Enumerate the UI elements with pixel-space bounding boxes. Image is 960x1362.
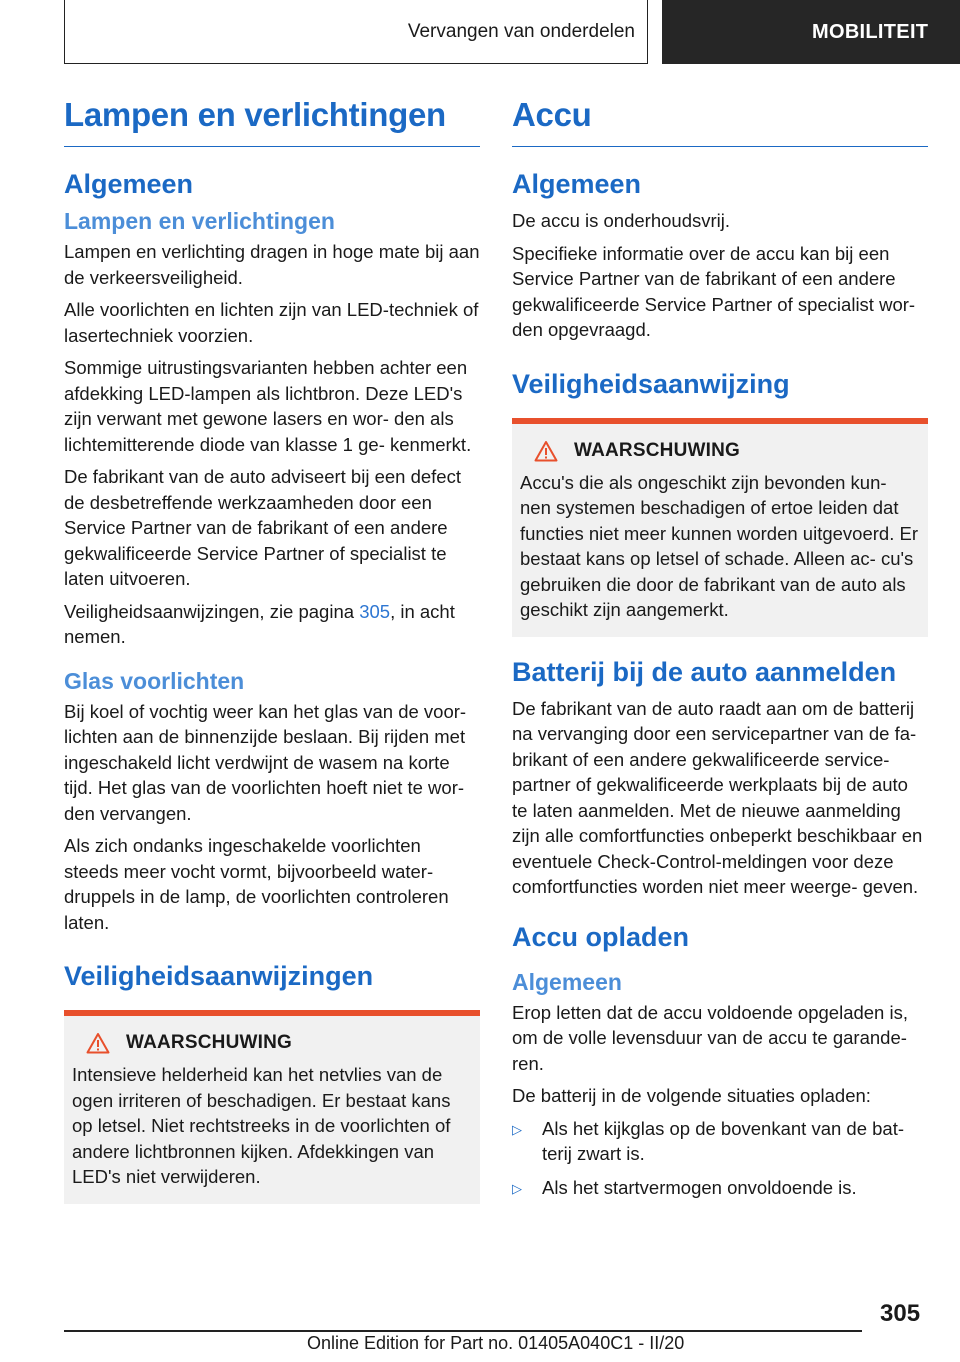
right-column [512,96,928,1209]
list-item: ▷ Als het startvermogen onvoldoende is. [512,1175,928,1202]
warning-text: Accu's die als ongeschikt zijn bevonden kun- nen systemen beschadigen of ertoe leiden dat functies niet meer kunnen worden uitgevoerd. Er bestaat kans op letsel of schade. Alleen ac- cu's gebruiken die door de fabrikant van de auto als geschikt zijn aangemerkt. [520,471,918,620]
list-item: ▷ Als het kijkglas op de bovenkant van de bat- terij zwart is. [512,1116,928,1167]
charge-heading: Accu opladen [512,921,690,952]
page-number: 305 [880,1300,921,1327]
warning-box [512,424,928,637]
lamps-paragraph: Sommige uitrustingsvarianten hebben achter een afdekking LED-lampen als lichtbron. Deze LED's zijn verwant met gewone lasers en wor- den als lichtemitterende diode van klasse 1 ge- kenmerkt. [64,357,472,455]
glass-paragraph: Als zich ondanks ingeschakelde voorlichten steeds meer vocht vormt, bijvoorbeeld water- druppels in de lamp, de voorlichten controleren laten. [64,835,449,933]
lamps-paragraph: Lampen en verlichting dragen in hoge mate bij aan de verkeersveiligheid. [64,241,480,288]
glass-paragraph: Bij koel of vochtig weer kan het glas van de voor- lichten aan de binnenzijde beslaan. Bij rijden met ingeschakeld licht verdwijnt de wasem na korte tijd. Het glas van de voorlichten hoeft niet te wor- den vervangen. [64,700,467,824]
section-title: Vervangen van onderdelen [407,20,635,42]
warning-text: Intensieve helderheid kan het netvlies van de ogen irriteren of beschadigen. Er bestaat kans op letsel. Niet rechtstreeks in de voorlichten of andere lichtbronnen kijken. Afdekkingen van LED's niet verwijderen. [72,1064,451,1187]
warning-triangle-icon [534,440,558,462]
charge-paragraph: Erop letten dat de accu voldoende opgeladen is, om de volle levensduur van de accu te garande- ren. [512,1001,908,1074]
lamps-title: Lampen en verlichtingen [64,96,480,147]
footer-divider [64,1330,862,1332]
battery-safety-heading: Veiligheidsaanwijzing [512,368,790,399]
edition-text: Online Edition for Part no. 01405A040C1 - II/20 [307,1333,685,1353]
lamps-general-heading: Algemeen [64,169,194,199]
warning-title: WAARSCHUWING [126,1032,292,1053]
warning-title: WAARSCHUWING [574,439,740,461]
warning-triangle-icon [86,1032,110,1054]
battery-general-heading: Algemeen [512,169,642,199]
section-header [64,0,648,64]
battery-paragraph: De accu is onderhoudsvrij. [512,210,730,231]
lamps-paragraph: De fabrikant van de auto adviseert bij een defect de desbetreffende werkzaamheden door een Service Partner van de fabrikant of een andere gekwalificeerde Service Partner of specialist te laten uitvoeren. [64,466,461,589]
triangle-bullet-icon: ▷ [512,1180,522,1196]
register-paragraph: De fabrikant van de auto raadt aan om de batterij na vervanging door een servicepartner van de fa- brikant of een andere gekwalificeerde service- partner of gekwalificeerde werkplaats bij de auto te laten aanmelden. Met de nieuwe aanmelding zijn alle comfortfuncties onbeperkt beschikbaar en eventuele Check-Control-meldingen voor deze comfortfuncties worden niet meer weerge- geven. [512,697,923,897]
safety-reference: Veiligheidsaanwijzingen, zie pagina 305, in acht nemen. [64,600,455,647]
warning-header [520,440,920,462]
lamps-safety-heading: Veiligheidsaanwijzingen [64,961,374,991]
warning-header [72,1032,472,1054]
battery-title: Accu [512,96,928,147]
page-link[interactable]: 305 [359,600,391,622]
charge-paragraph: De batterij in de volgende situaties opladen: [512,1085,871,1106]
battery-paragraph: Specifieke informatie over de accu kan bij een Service Partner van de fabrikant of een andere gekwalificeerde Service Partner of specialist wor- den opgevraagd. [512,242,916,340]
left-column [64,96,480,1204]
chapter-title: MOBILITEIT [812,20,929,43]
charge-subheading: Algemeen [512,968,622,995]
register-heading: Batterij bij de auto aanmelden [512,656,897,687]
chapter-tab [662,0,960,64]
lamps-paragraph: Alle voorlichten en lichten zijn van LED-techniek of lasertechniek voorzien. [64,299,479,346]
glass-heading: Glas voorlichten [64,667,245,694]
triangle-bullet-icon: ▷ [512,1121,522,1137]
lamps-subheading: Lampen en verlichtingen [64,208,335,234]
warning-box [64,1016,480,1204]
